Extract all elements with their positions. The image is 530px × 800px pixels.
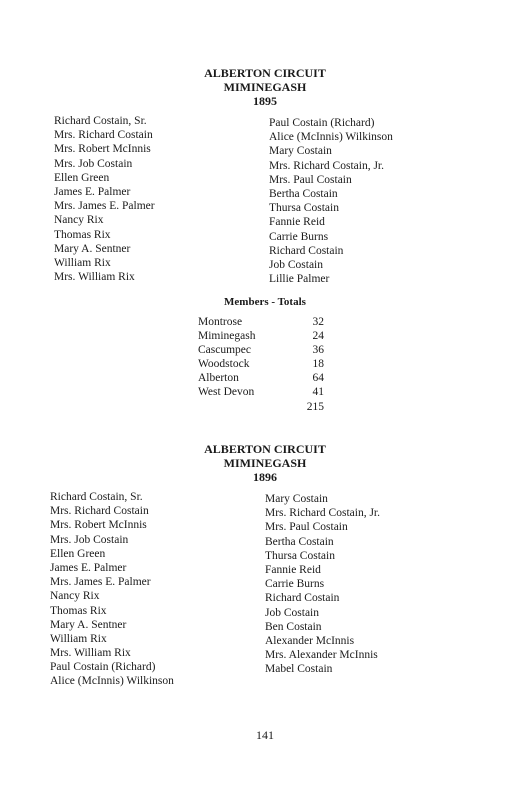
section2-right-list <box>265 492 380 676</box>
list-item: Ben Costain <box>265 620 322 633</box>
page-number: 141 <box>256 728 274 742</box>
list-item: William Rix <box>54 256 111 269</box>
section1-right-list <box>269 116 393 286</box>
list-item: Mrs. Richard Costain, Jr. <box>265 507 380 520</box>
list-item: Thomas Rix <box>54 228 111 241</box>
section1-left-list <box>54 114 155 284</box>
list-item: Mrs. William Rix <box>54 271 135 284</box>
list-item: Mabel Costain <box>265 663 333 676</box>
list-item: Nancy Rix <box>50 590 100 603</box>
list-item: Mary Costain <box>265 493 328 505</box>
list-item: Richard Costain, Sr. <box>50 491 143 503</box>
totals-title: Members - Totals <box>224 296 306 308</box>
list-item: Fannie Reid <box>269 216 325 229</box>
section2-subtitle: MIMINEGASH <box>223 456 307 470</box>
list-item: Mary A. Sentner <box>54 242 131 255</box>
list-item: Thomas Rix <box>50 604 107 617</box>
list-item: Mrs. Paul Costain <box>265 521 348 534</box>
list-item: Mrs. James E. Palmer <box>50 576 151 589</box>
section2-title: ALBERTON CIRCUIT <box>204 442 326 456</box>
list-item: Bertha Costain <box>269 187 338 200</box>
list-item: Bertha Costain <box>265 535 334 548</box>
section1-title: ALBERTON CIRCUIT <box>204 66 326 80</box>
list-item: Paul Costain (Richard) <box>50 661 156 674</box>
list-item: Nancy Rix <box>54 214 104 227</box>
list-item: Mrs. Robert McInnis <box>54 143 151 156</box>
list-item: James E. Palmer <box>50 561 127 574</box>
list-item: Mary Costain <box>269 145 332 158</box>
totals-place: Miminegash <box>198 330 256 342</box>
totals-place: Cascumpec <box>198 344 252 356</box>
totals-grand-total: 215 <box>306 401 324 413</box>
list-item: Lillie Palmer <box>269 273 330 286</box>
list-item: Mrs. James E. Palmer <box>54 200 155 213</box>
list-item: Alexander McInnis <box>265 634 355 647</box>
list-item: Job Costain <box>269 258 323 271</box>
totals-place: West Devon <box>198 386 255 398</box>
list-item: Job Costain <box>265 606 319 619</box>
list-item: Alice (McInnis) Wilkinson <box>269 131 393 144</box>
list-item: Fannie Reid <box>265 563 321 576</box>
list-item: Alice (McInnis) Wilkinson <box>50 675 174 688</box>
list-item: William Rix <box>50 632 107 645</box>
totals-count: 32 <box>312 316 324 328</box>
totals-place: Montrose <box>198 316 243 328</box>
list-item: Thursa Costain <box>269 202 339 215</box>
list-item: Mrs. Richard Costain, Jr. <box>269 159 384 172</box>
list-item: Mrs. Richard Costain <box>54 129 153 142</box>
totals-count: 36 <box>312 344 324 356</box>
list-item: Mrs. Alexander McInnis <box>265 649 378 662</box>
totals-count: 41 <box>312 386 324 398</box>
list-item: Mrs. Richard Costain <box>50 505 149 518</box>
list-item: James E. Palmer <box>54 185 131 198</box>
section2-left-list <box>50 490 174 689</box>
list-item: Mrs. Paul Costain <box>269 173 352 186</box>
list-item: Ellen Green <box>50 547 106 560</box>
list-item: Mrs. William Rix <box>50 647 131 660</box>
totals-count: 24 <box>312 330 324 342</box>
list-item: Paul Costain (Richard) <box>269 117 375 129</box>
totals-place: Woodstock <box>198 358 250 370</box>
section1-year: 1895 <box>253 94 277 108</box>
list-item: Carrie Burns <box>269 230 329 243</box>
totals-place: Alberton <box>198 372 239 384</box>
section2-year: 1896 <box>253 470 277 484</box>
list-item: Richard Costain, Sr. <box>54 115 147 127</box>
list-item: Carrie Burns <box>265 578 325 591</box>
list-item: Mrs. Job Costain <box>54 157 133 170</box>
totals-count: 18 <box>312 358 324 370</box>
list-item: Richard Costain <box>269 244 344 257</box>
list-item: Mrs. Robert McInnis <box>50 519 147 532</box>
list-item: Ellen Green <box>54 171 110 184</box>
list-item: Mary A. Sentner <box>50 618 127 631</box>
totals-count: 64 <box>312 372 324 384</box>
list-item: Mrs. Job Costain <box>50 533 129 546</box>
section1-subtitle: MIMINEGASH <box>223 80 307 94</box>
list-item: Richard Costain <box>265 592 340 605</box>
list-item: Thursa Costain <box>265 549 335 562</box>
